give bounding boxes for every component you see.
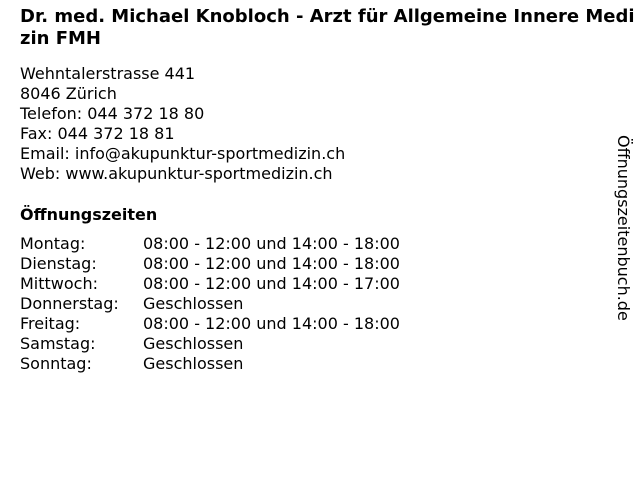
day-hours: Geschlossen [143, 334, 244, 353]
page-title: Dr. med. Michael Knobloch - Arzt für Allgemeine Innere Medizin FMH [20, 6, 635, 49]
day-hours: Geschlossen [143, 294, 244, 313]
day-label: Donnerstag: [20, 294, 119, 313]
hours-row-sunday [20, 354, 400, 374]
hours-row-wednesday [20, 274, 400, 294]
hours-row-saturday [20, 334, 400, 354]
opening-hours-table [20, 234, 400, 374]
postal-city: 8046 Zürich [20, 84, 117, 103]
hours-row-friday [20, 314, 400, 334]
opening-hours-heading: Öffnungszeiten [20, 205, 158, 224]
day-label: Sonntag: [20, 354, 92, 373]
email-address: Email: info@akupunktur-sportmedizin.ch [20, 144, 346, 163]
day-label: Montag: [20, 234, 86, 253]
website-address: Web: www.akupunktur-sportmedizin.ch [20, 164, 333, 183]
hours-row-thursday [20, 294, 400, 314]
day-hours: Geschlossen [143, 354, 244, 373]
phone-number: Telefon: 044 372 18 80 [20, 104, 205, 123]
hours-row-monday [20, 234, 400, 254]
day-hours: 08:00 - 12:00 und 14:00 - 18:00 [143, 314, 400, 333]
day-label: Mittwoch: [20, 274, 98, 293]
day-label: Dienstag: [20, 254, 97, 273]
day-hours: 08:00 - 12:00 und 14:00 - 17:00 [143, 274, 400, 293]
site-watermark: Öffnungszeitenbuch.de [614, 135, 633, 321]
fax-number: Fax: 044 372 18 81 [20, 124, 175, 143]
street-address: Wehntalerstrasse 441 [20, 64, 196, 83]
day-label: Freitag: [20, 314, 81, 333]
day-hours: 08:00 - 12:00 und 14:00 - 18:00 [143, 254, 400, 273]
contact-block [20, 64, 345, 184]
hours-row-tuesday [20, 254, 400, 274]
day-label: Samstag: [20, 334, 96, 353]
day-hours: 08:00 - 12:00 und 14:00 - 18:00 [143, 234, 400, 253]
